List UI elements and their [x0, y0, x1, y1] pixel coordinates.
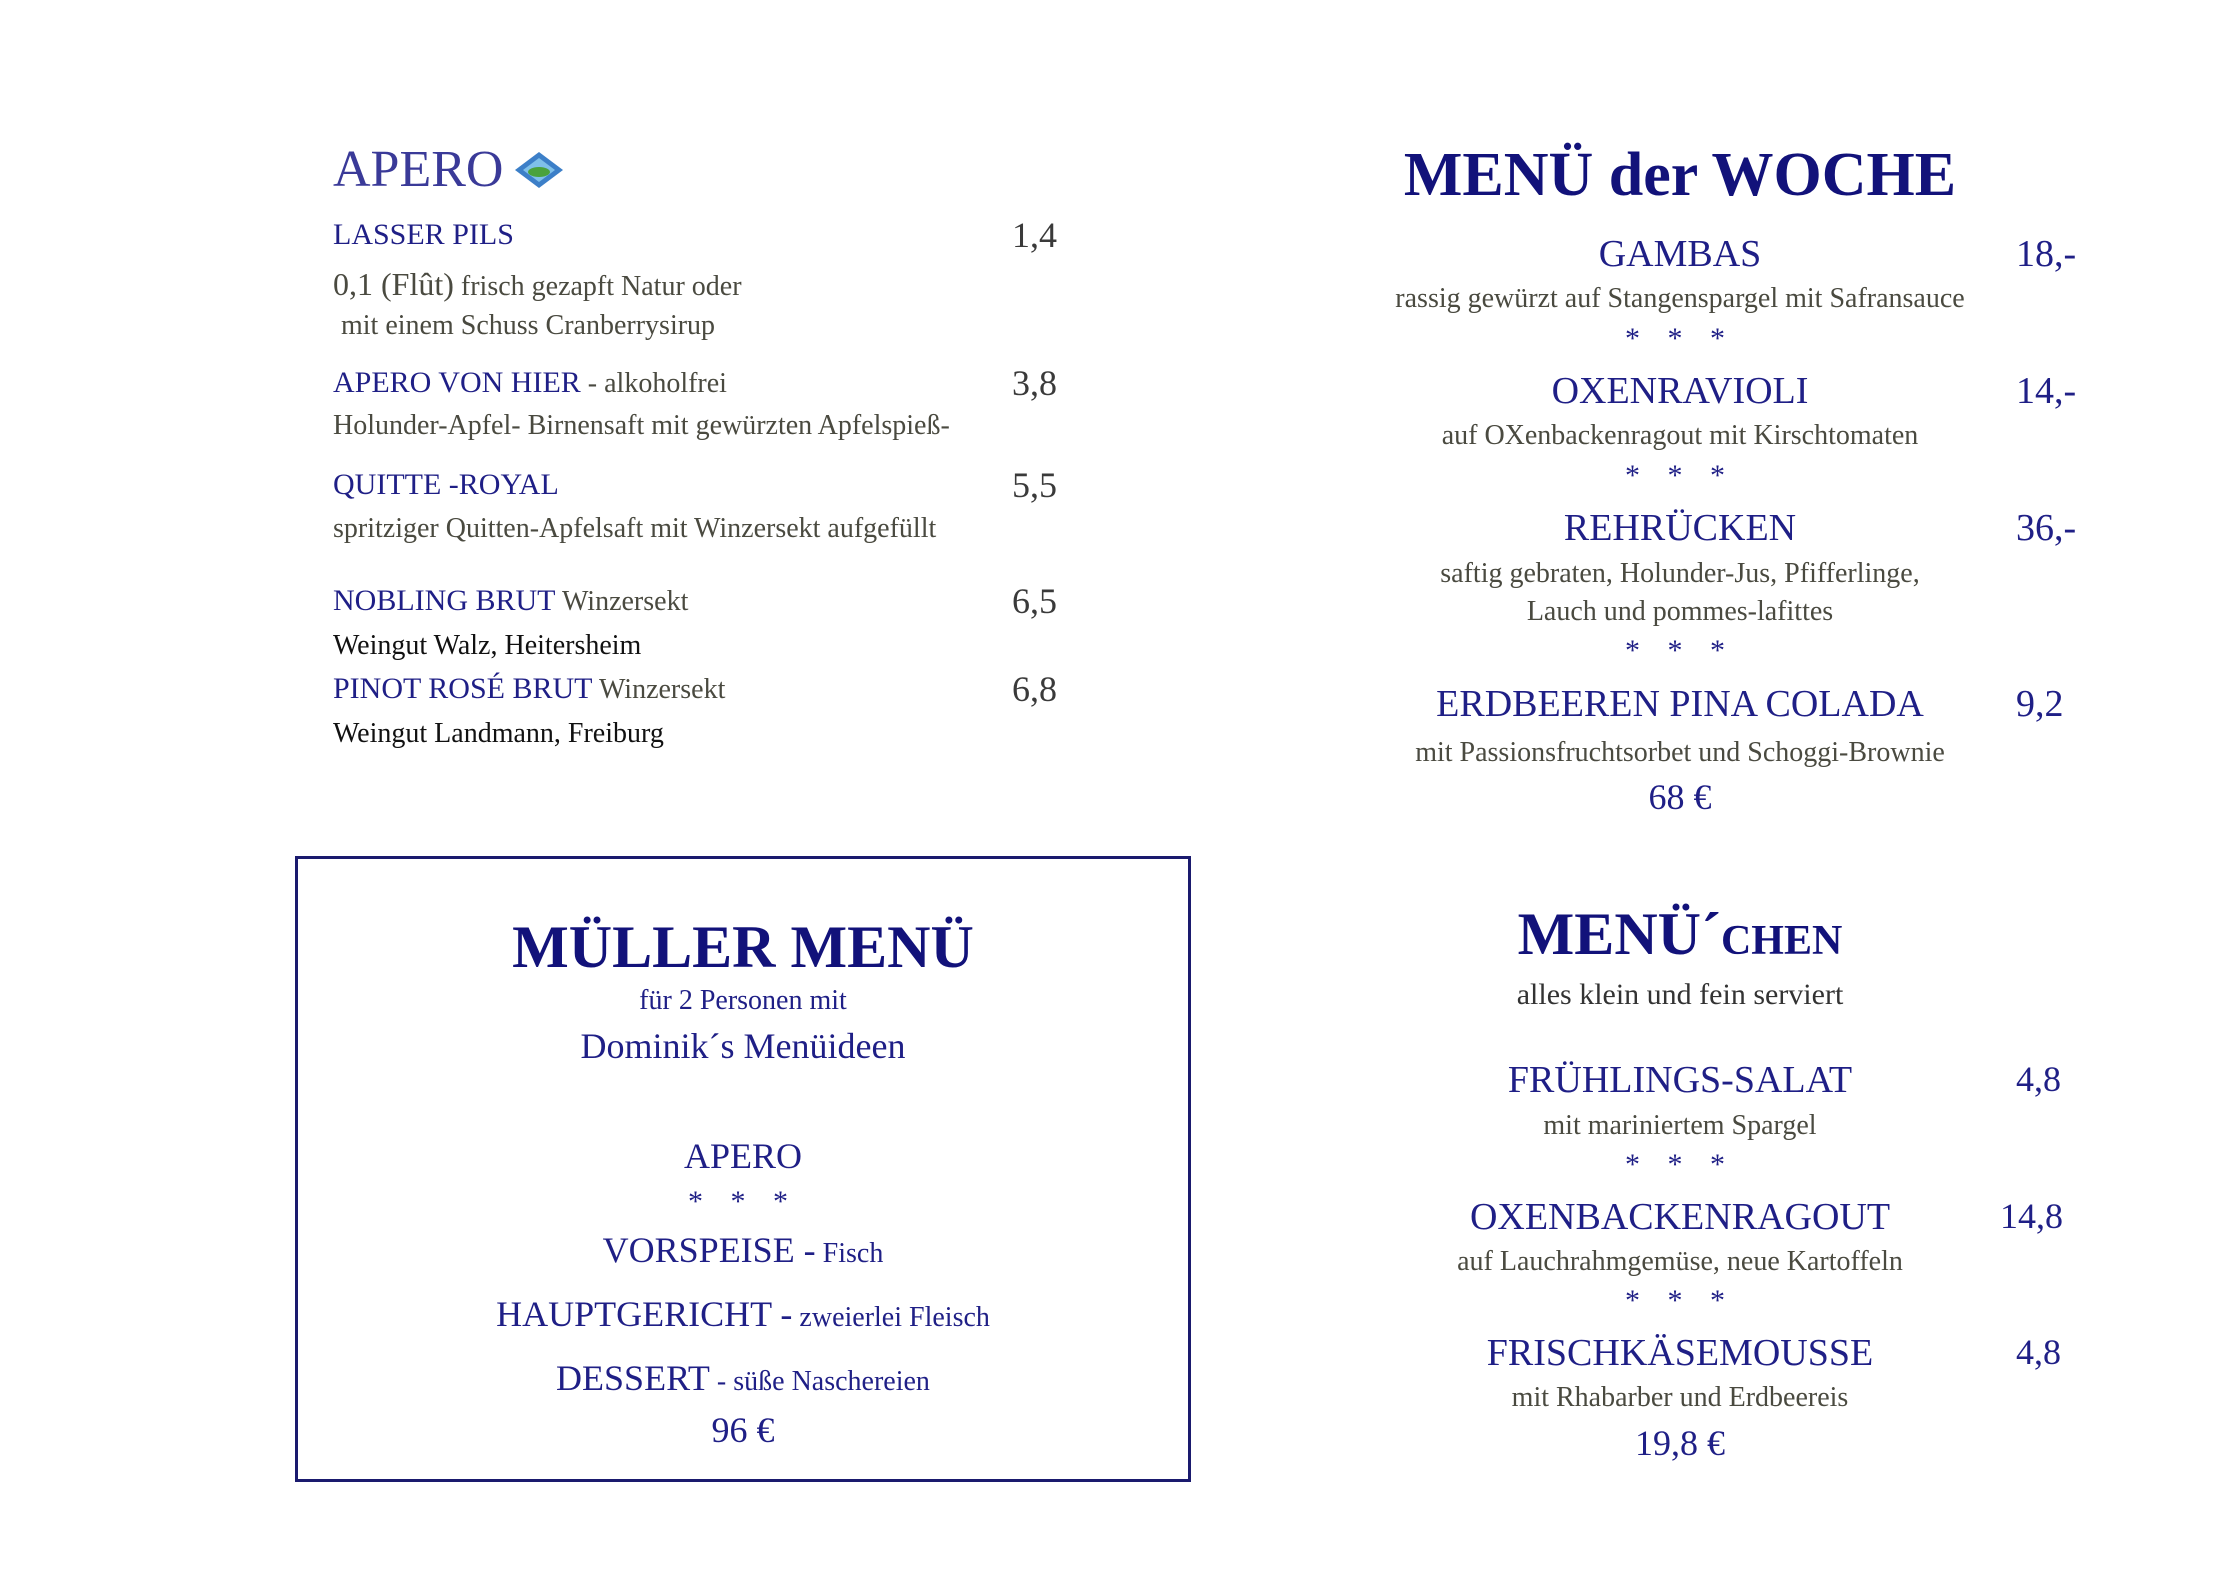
mueller-course: [298, 1229, 1188, 1271]
apero-title-text: APERO: [333, 141, 504, 198]
woche-item-name: REHRÜCKEN: [1563, 507, 1797, 549]
mueller-course: APERO: [683, 1136, 803, 1176]
chen-item-name: FRÜHLINGS-SALAT: [1507, 1059, 1853, 1101]
woche-item-desc: rassig gewürzt auf Stangenspargel mit Safransauce: [1395, 283, 1965, 314]
chen-item-desc: auf Lauchrahmgemüse, neue Kartoffeln: [1457, 1246, 1903, 1277]
chen-divider: * * *: [1625, 1148, 1735, 1181]
woche-divider: * * *: [1625, 459, 1735, 492]
mueller-course-text: HAUPTGERICHT -: [496, 1294, 793, 1334]
apero-item-price: 6,5: [1012, 581, 1057, 621]
mueller-menu-box: [295, 856, 1191, 1482]
chen-item-desc: mit mariniertem Spargel: [1543, 1110, 1817, 1141]
mueller-title: MÜLLER MENÜ: [512, 914, 974, 980]
woche-item-desc: saftig gebraten, Holunder-Jus, Pfifferlinge,: [1440, 558, 1920, 589]
woche-item-desc: auf OXenbackenragout mit Kirschtomaten: [1441, 420, 1919, 451]
mueller-subtitle: für 2 Personen mit: [639, 985, 847, 1016]
apero-item-name: QUITTE -ROYAL: [333, 468, 559, 501]
woche-divider: * * *: [1625, 322, 1735, 355]
chen-divider: * * *: [1625, 1284, 1735, 1317]
woche-item-desc-2: Lauch und pommes-lafittes: [1526, 596, 1834, 627]
apero-item-desc: Weingut Landmann, Freiburg: [333, 718, 664, 749]
apero-item-name-text: NOBLING BRUT: [333, 584, 556, 617]
chen-subtitle: alles klein und fein serviert: [1516, 978, 1844, 1011]
woche-item-name: ERDBEEREN PINA COLADA: [1436, 683, 1924, 725]
apero-item-price: 3,8: [1012, 363, 1057, 403]
apero-item-desc-2: mit einem Schuss Cranberrysirup: [341, 310, 716, 341]
apero-item-price: 5,5: [1012, 465, 1057, 505]
mueller-course-note: zweierlei Fleisch: [792, 1302, 990, 1333]
chen-item-name: OXENBACKENRAGOUT: [1469, 1196, 1891, 1238]
chen-title: [1380, 900, 1980, 969]
apero-item-desc: Weingut Walz, Heitersheim: [333, 630, 642, 661]
chen-item-price: 4,8: [2016, 1332, 2061, 1372]
apero-item-name: [333, 366, 727, 400]
apero-item-price: 6,8: [1012, 669, 1057, 709]
chen-total-price: 19,8 €: [1635, 1423, 1725, 1463]
chen-title-small: CHEN: [1720, 918, 1843, 964]
woche-item-desc: mit Passionsfruchtsorbet und Schoggi-Brownie: [1415, 737, 1945, 768]
woche-item-name: GAMBAS: [1598, 233, 1762, 275]
apero-item-name: LASSER PILS: [333, 218, 514, 251]
mueller-course-note: Fisch: [815, 1238, 884, 1269]
mueller-course-note: - süße Naschereien: [709, 1366, 930, 1397]
apero-item-note: Winzersekt: [555, 586, 689, 617]
woche-item-price: 36,-: [2016, 507, 2077, 549]
woche-item-price: 9,2: [2016, 683, 2064, 725]
diamond-logo-icon: [513, 150, 565, 190]
mueller-price: 96 €: [711, 1410, 775, 1450]
mueller-course-text: DESSERT: [556, 1358, 710, 1398]
apero-title: [333, 140, 503, 199]
apero-item-price: 1,4: [1012, 215, 1057, 255]
mueller-divider: * * *: [688, 1185, 798, 1218]
chen-title-main: MENÜ´: [1517, 901, 1721, 967]
chen-item-name: FRISCHKÄSEMOUSSE: [1486, 1332, 1874, 1374]
glass-size: 0,1 (Flût): [333, 266, 454, 302]
apero-item-desc: spritziger Quitten-Apfelsaft mit Winzersekt aufgefüllt: [333, 513, 937, 544]
apero-item-name-text: PINOT ROSÉ BRUT: [333, 672, 593, 705]
apero-item-note: - alkoholfrei: [580, 368, 727, 399]
apero-item-note: Winzersekt: [592, 674, 726, 705]
mueller-course: [298, 1293, 1188, 1335]
woche-divider: * * *: [1625, 634, 1735, 667]
woche-item-price: 14,-: [2016, 370, 2077, 412]
woche-total-price: 68 €: [1648, 777, 1712, 817]
mueller-course: [298, 1357, 1188, 1399]
chen-item-desc: mit Rhabarber und Erdbeereis: [1511, 1382, 1849, 1413]
apero-item-name-text: APERO VON HIER: [333, 366, 581, 399]
woche-title: MENÜ der WOCHE: [1403, 141, 1957, 209]
mueller-subtitle-2: Dominik´s Menüideen: [580, 1026, 906, 1066]
apero-item-name: [333, 672, 725, 706]
woche-item-price: 18,-: [2016, 233, 2077, 275]
apero-item-name: [333, 584, 688, 618]
chen-item-price: 4,8: [2016, 1059, 2061, 1099]
mueller-course-text: VORSPEISE -: [602, 1230, 816, 1270]
apero-item-desc: Holunder-Apfel- Birnensaft mit gewürzten Apfelspieß-: [333, 410, 950, 441]
apero-item-desc: [333, 266, 742, 303]
chen-item-price: 14,8: [2000, 1196, 2063, 1236]
apero-item-desc-text: frisch gezapft Natur oder: [453, 271, 742, 302]
woche-item-name: OXENRAVIOLI: [1551, 370, 1809, 412]
